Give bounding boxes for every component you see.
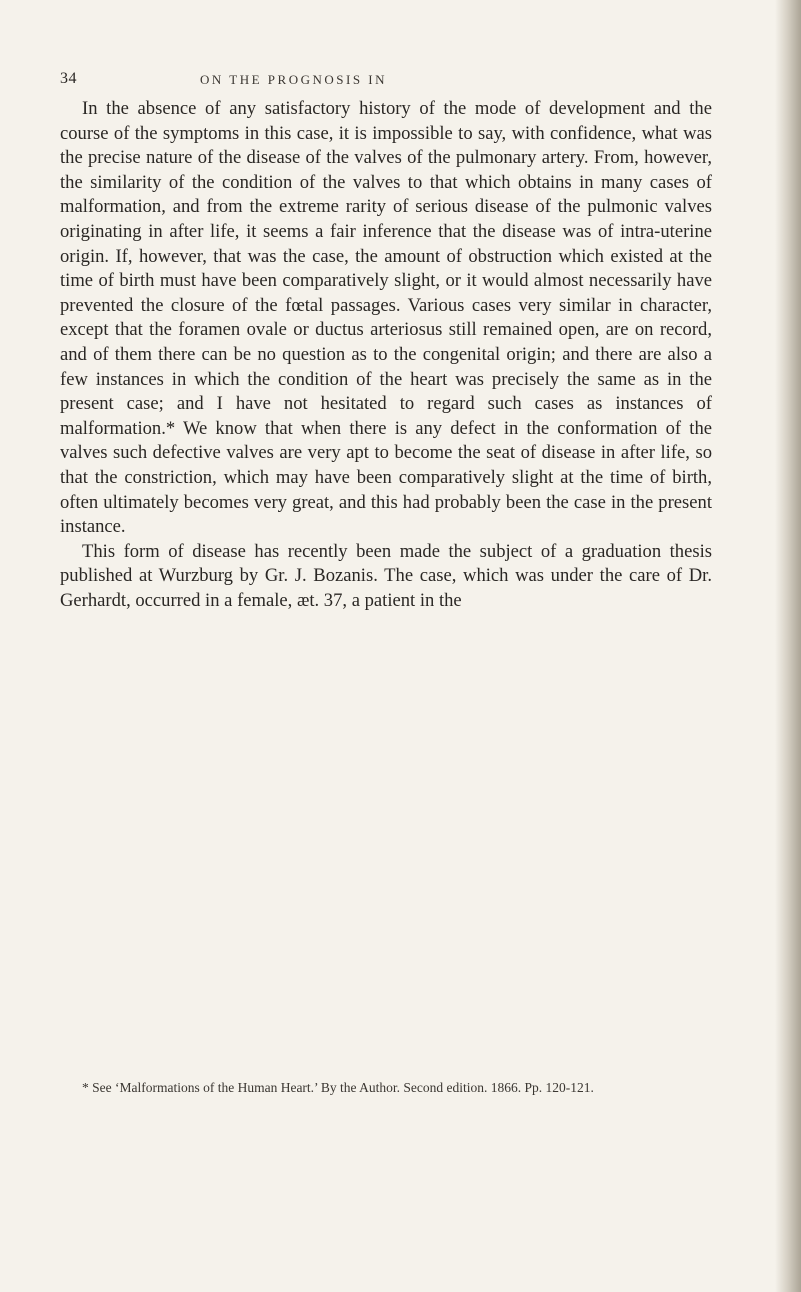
page-number: 34 <box>60 70 77 87</box>
body-text <box>60 97 712 613</box>
running-head: ON THE PROGNOSIS IN <box>200 72 388 87</box>
paragraph-2: This form of disease has recently been made the subject of a graduation thesis published at Wurzburg by Gr. J. Bozanis. The case, which was under the care of Dr. Gerhardt, occurred in a female, æt. 37, a patient in the <box>60 540 712 611</box>
footnote <box>60 1077 712 1099</box>
paragraph-1: In the absence of any satisfactory history of the mode of development and the course of the symptoms in this case, it is impossible to say, with confidence, what was the precise nature of the disease of the valves of the pulmonary artery. From, however, the similarity of the condition of the valves to that which obtains in many cases of malformation, and from the extreme rarity of serious disease of the pulmonic valves originating in after life, it seems a fair inference that the disease was of intra-uterine origin. If, however, that was the case, the amount of obstruction which existed at the time of birth must have been comparatively slight, or it would almost necessarily have prevented the closure of the fœtal passages. Various cases very similar in character, except that the foramen ovale or ductus arteriosus still remained open, are on record, and of them there can be no question as to the congenital origin; and there are also a few instances in which the condition of the heart was precisely the same as in the present case; and I have not hesitated to regard such cases as instances of malformation.* We know that when there is any defect in the conformation of the valves such defective valves are very apt to become the seat of disease in after life, so that the constriction, which may have been comparatively slight at the time of birth, often ultimately becomes very great, and this had probably been the case in the present instance. <box>60 98 712 538</box>
page-edge-shadow <box>775 0 801 1292</box>
footnote-text: * See ‘Malformations of the Human Heart.’ By the Author. Second edition. 1866. Pp. 120-121. <box>82 1080 594 1095</box>
page-header <box>60 70 710 92</box>
